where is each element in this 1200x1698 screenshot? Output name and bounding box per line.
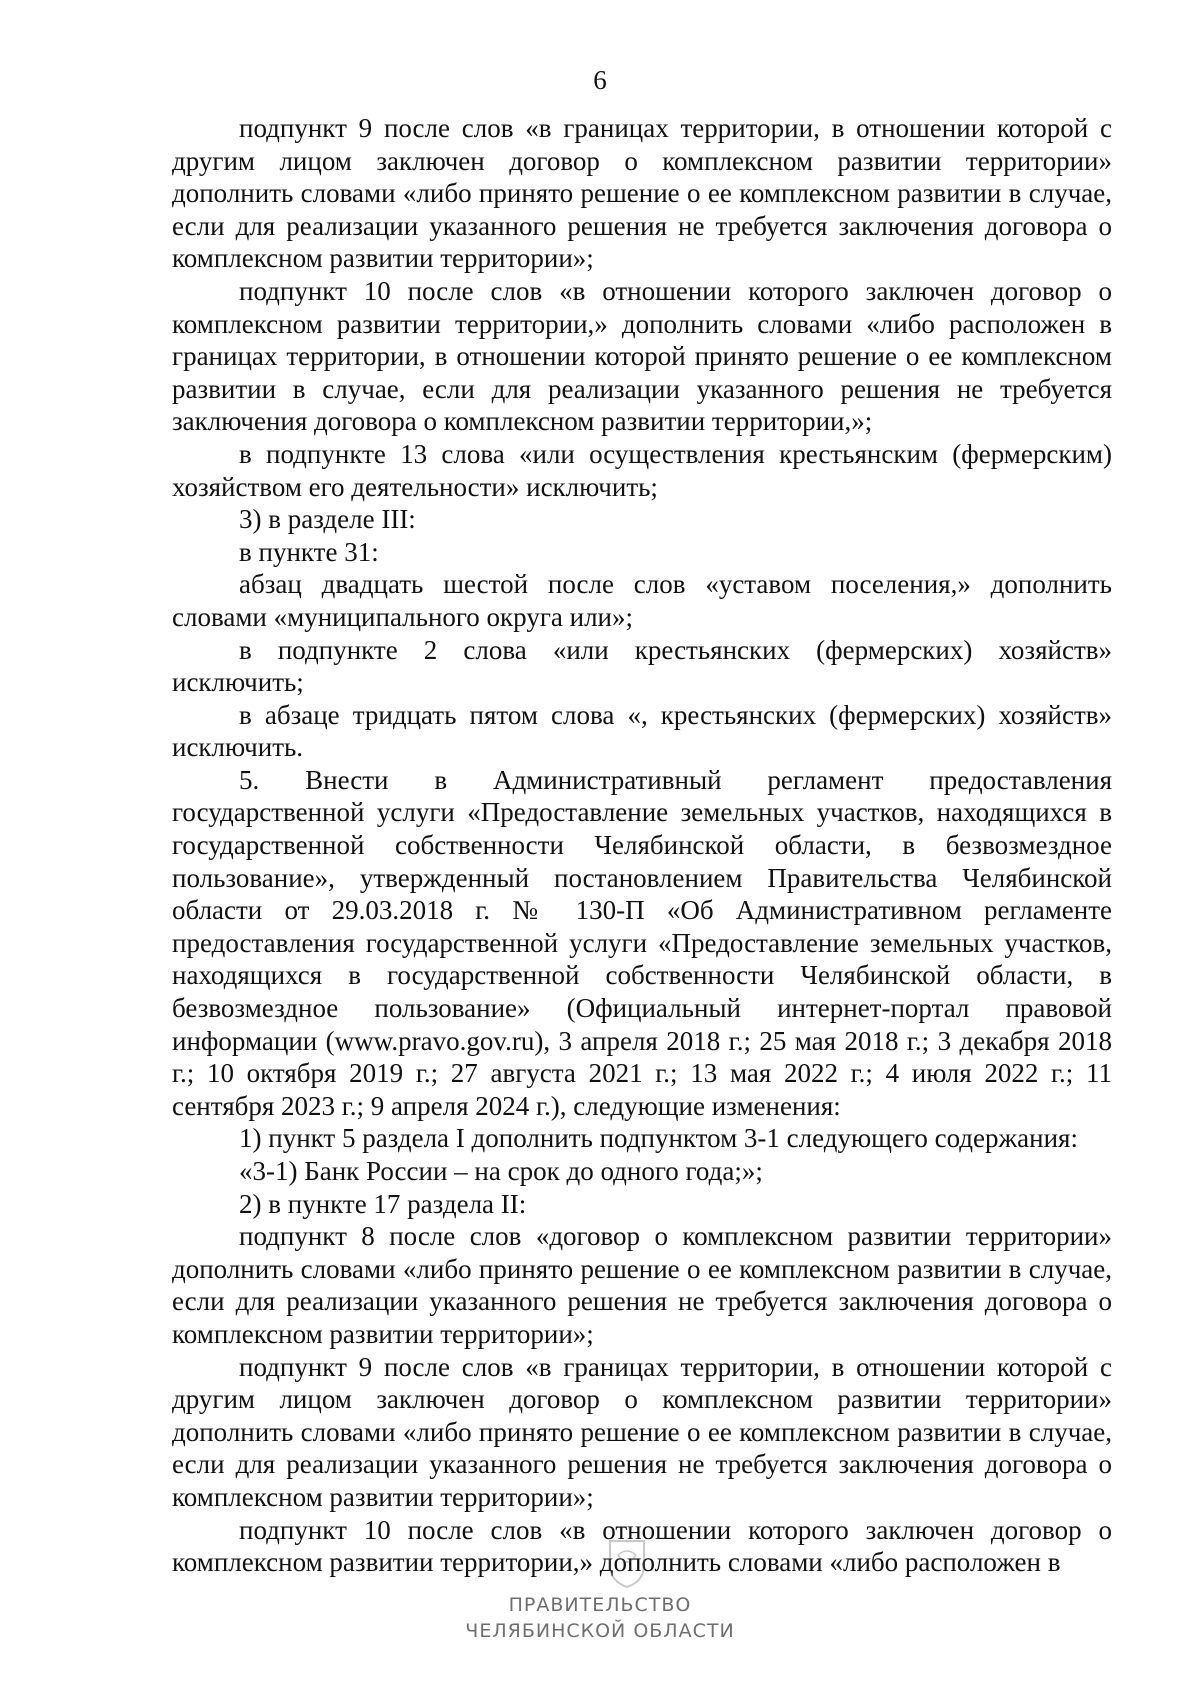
paragraph: подпункт 8 после слов «договор о комплексном развитии территории» дополнить словами «либо принято решение о ее комплексном развитии в случае, если для реализации указанного решения не требуется заключения договора о комплексном развитии территории»;	[172, 1221, 1112, 1349]
paragraph: в подпункте 13 слова «или осуществления крестьянским (фермерским) хозяйством его деятельности» исключить;	[172, 438, 1112, 502]
paragraph: подпункт 9 после слов «в границах территории, в отношении которой с другим лицом заключен договор о комплексном развитии территории» дополнить словами «либо принято решение о ее комплексном развитии в случае, если для реализации указанного решения не требуется заключения договора о комплексном развитии территории»;	[172, 113, 1112, 274]
paragraph: подпункт 9 после слов «в границах территории, в отношении которой с другим лицом заключен договор о комплексном развитии территории» дополнить словами «либо принято решение о ее комплексном развитии в случае, если для реализации указанного решения не требуется заключения договора о комплексном развитии территории»;	[172, 1351, 1112, 1512]
document-body	[172, 112, 1112, 1579]
page-number: 6	[593, 65, 607, 95]
paragraph: в абзаце тридцать пятом слова «, крестьянских (фермерских) хозяйств» исключить.	[172, 699, 1112, 763]
paragraph: подпункт 10 после слов «в отношении которого заключен договор о комплексном развитии территории,» дополнить словами «либо расположен в границах территории, в отношении которой принято решение о ее комплексном развитии в случае, если для реализации указанного решения не требуется заключения договора о комплексном развитии территории,»;	[172, 275, 1112, 437]
paragraph: подпункт 10 после слов «в отношении которого заключен договор о комплексном развитии территории,» дополнить словами «либо расположен в	[172, 1514, 1112, 1578]
stamp-line-2: ЧЕЛЯБИНСКОЙ ОБЛАСТИ	[465, 1620, 735, 1642]
coat-of-arms-icon	[606, 1535, 648, 1589]
paragraph: абзац двадцать шестой после слов «уставом поселения,» дополнить словами «муниципального округа или»;	[172, 569, 1112, 632]
paragraph: «3-1) Банк России – на срок до одного года;»;	[239, 1156, 763, 1186]
paragraph: в пункте 31:	[239, 536, 379, 567]
paragraph: в подпункте 2 слова «или крестьянских (фермерских) хозяйств» исключить;	[172, 634, 1112, 698]
stamp-line-1: ПРАВИТЕЛЬСТВО	[508, 1594, 692, 1616]
government-stamp	[0, 1592, 1200, 1644]
paragraph: 1) пункт 5 раздела I дополнить подпунктом 3-1 следующего содержания:	[239, 1123, 1078, 1154]
paragraph: 2) в пункте 17 раздела II:	[239, 1188, 527, 1219]
paragraph: 5. Внести в Административный регламент предоставления государственной услуги «Предоставление земельных участков, находящихся в государственной собственности Челябинской области, в безвозмездное пользование», утвержденный постановлением Правительства Челябинской области от 29.03.2018 г. № 130-П «Об Административном регламенте предоставления государственной услуги «Предоставление земельных участков, находящихся в государственной собственности Челябинской области, в безвозмездное пользование» (Официальный интернет-портал правовой информации (www.pravo.gov.ru), 3 апреля 2018 г.; 25 мая 2018 г.; 3 декабря 2018 г.; 10 октября 2019 г.; 27 августа 2021 г.; 13 мая 2022 г.; 4 июля 2022 г.; 11 сентября 2023 г.; 9 апреля 2024 г.), следующие изменения:	[172, 764, 1112, 1121]
paragraph: 3) в разделе III:	[239, 504, 416, 535]
